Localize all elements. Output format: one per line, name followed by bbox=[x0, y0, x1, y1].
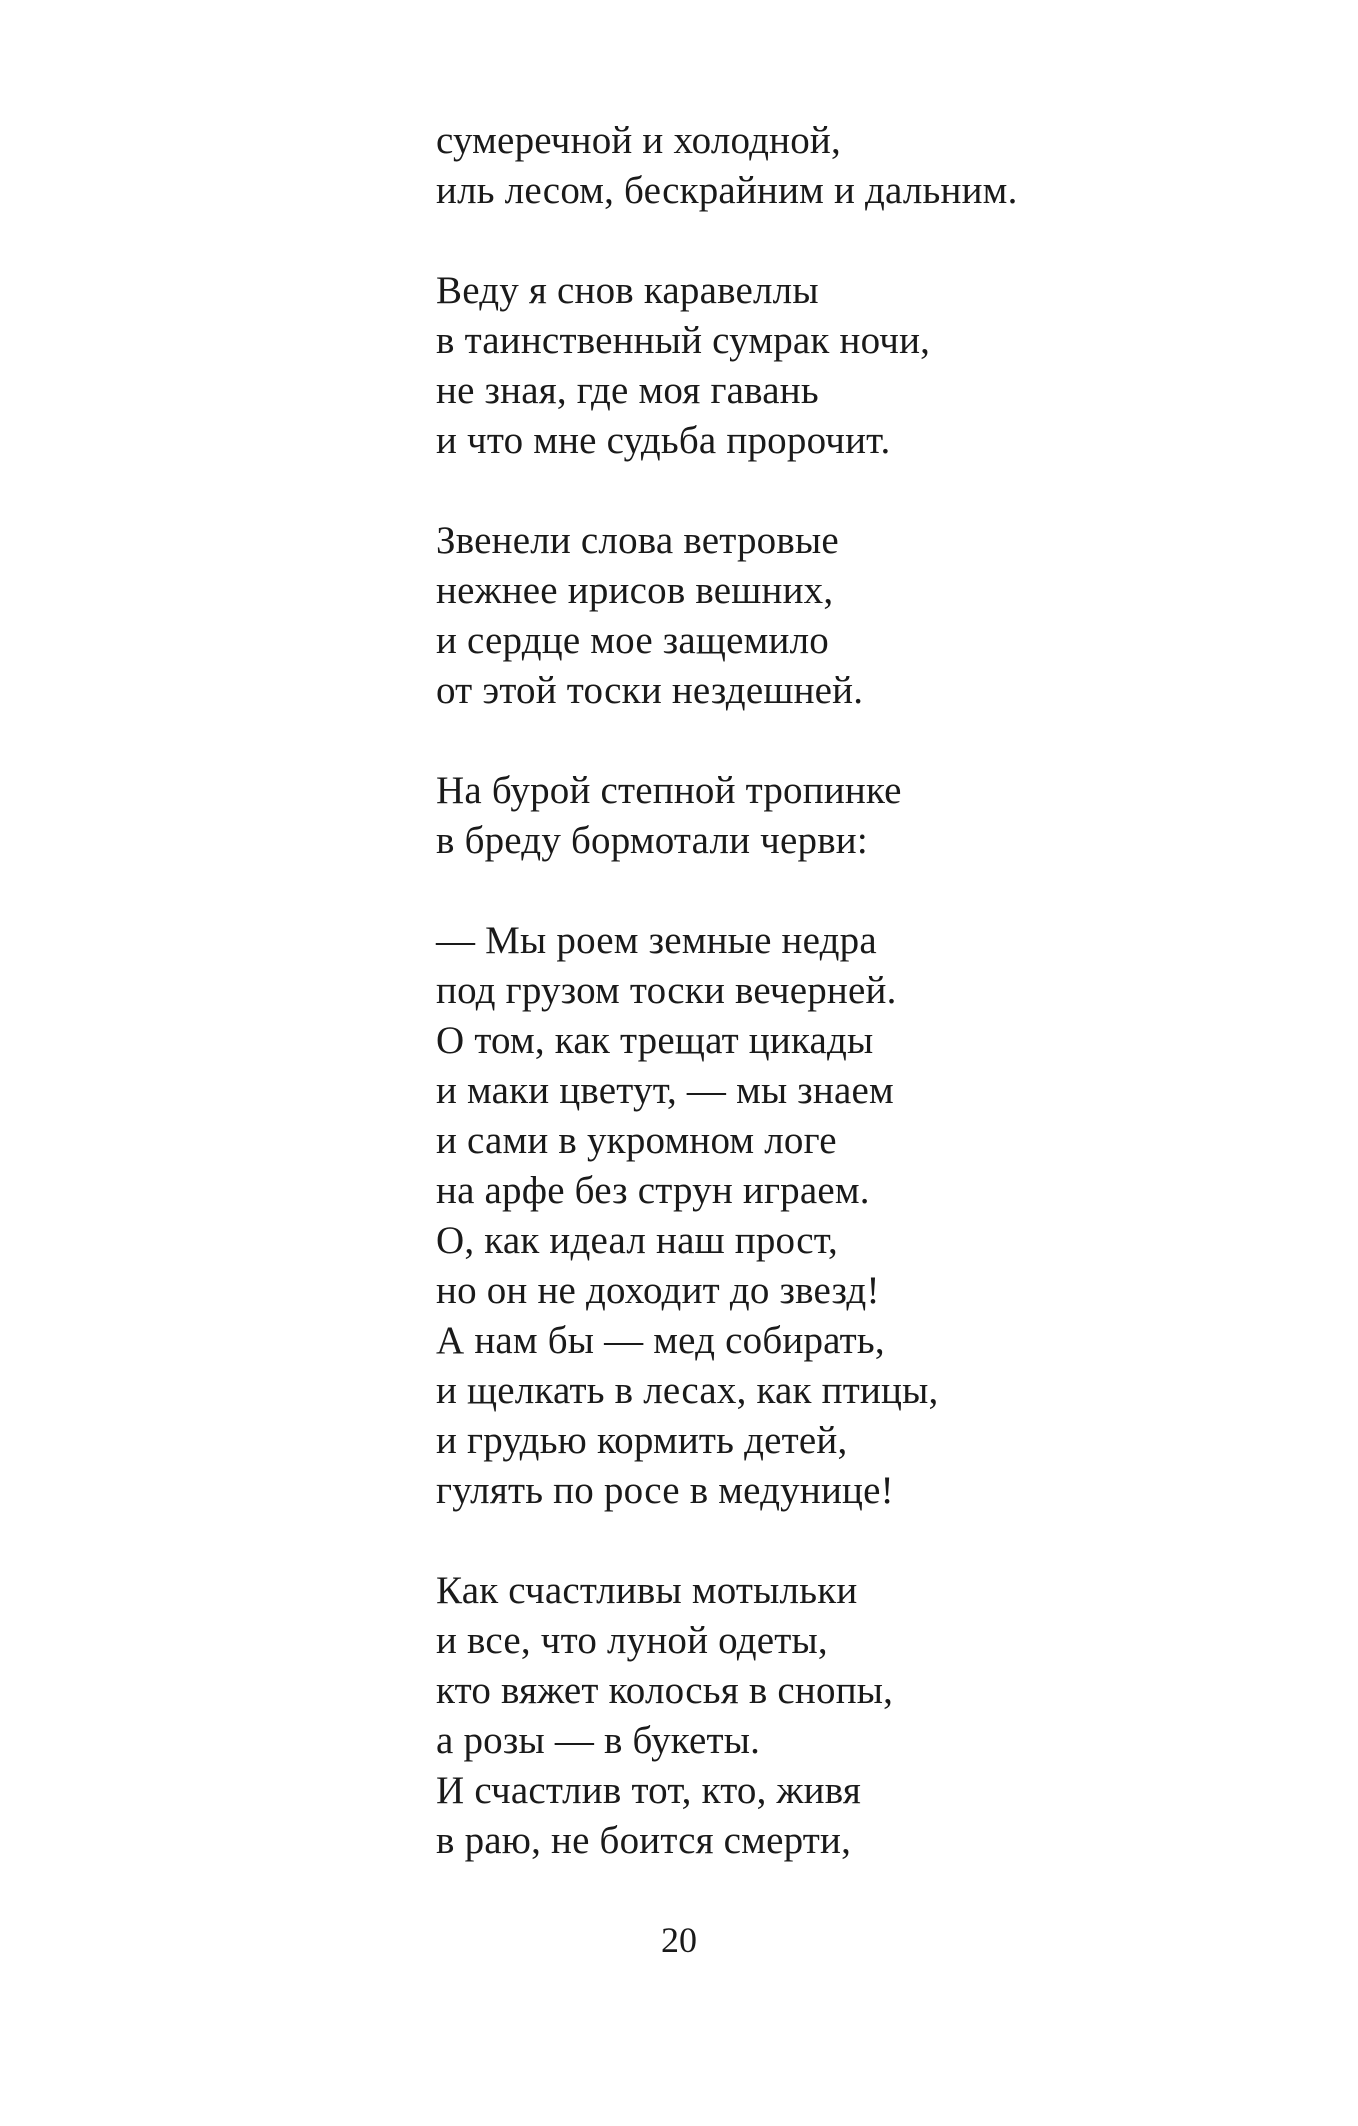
poem-line: и щелкать в лесах, как птицы, bbox=[436, 1369, 939, 1412]
poem-line: и сердце мое защемило bbox=[436, 619, 829, 662]
poem-line: в бреду бормотали черви: bbox=[436, 819, 868, 862]
poem-line: но он не доходит до звезд! bbox=[436, 1269, 880, 1312]
poem-line: не зная, где моя гавань bbox=[436, 369, 819, 412]
poem-line: и грудью кормить детей, bbox=[436, 1419, 848, 1462]
poem-line: сумеречной и холодной, bbox=[436, 119, 841, 162]
poem-line: на арфе без струн играем. bbox=[436, 1169, 870, 1212]
poem-line: А нам бы — мед собирать, bbox=[436, 1319, 885, 1362]
stanza-2 bbox=[436, 266, 1236, 466]
poem-line: кто вяжет колосья в снопы, bbox=[436, 1669, 894, 1712]
poem-line: гулять по росе в медунице! bbox=[436, 1469, 894, 1512]
poem-line: Как счастливы мотыльки bbox=[436, 1569, 858, 1612]
poem-line: О, как идеал наш прост, bbox=[436, 1219, 838, 1262]
stanza-5 bbox=[436, 916, 1236, 1516]
poem-line: и маки цветут, — мы знаем bbox=[436, 1069, 894, 1112]
poem-line: На бурой степной тропинке bbox=[436, 769, 902, 812]
poem-line: — Мы роем земные недра bbox=[436, 919, 877, 962]
page-number: 20 bbox=[661, 1920, 697, 1960]
poem-line: от этой тоски нездешней. bbox=[436, 669, 864, 712]
poem-line: а розы — в букеты. bbox=[436, 1719, 761, 1762]
poem-line: Веду я снов каравеллы bbox=[436, 269, 819, 312]
poem-line: в раю, не боится смерти, bbox=[436, 1819, 852, 1862]
poem-line: в таинственный сумрак ночи, bbox=[436, 319, 931, 362]
stanza-3 bbox=[436, 516, 1236, 716]
stanza-4 bbox=[436, 766, 1236, 866]
poem-line: иль лесом, бескрайним и дальним. bbox=[436, 169, 1018, 212]
poem-line: и что мне судьба пророчит. bbox=[436, 419, 891, 462]
poem-line: нежнее ирисов вешних, bbox=[436, 569, 834, 612]
poem-line: и сами в укромном логе bbox=[436, 1119, 837, 1162]
poem-line: О том, как трещат цикады bbox=[436, 1019, 874, 1062]
poem-line: под грузом тоски вечерней. bbox=[436, 969, 897, 1012]
poem-text bbox=[436, 116, 1236, 1916]
poem-line: И счастлив тот, кто, живя bbox=[436, 1769, 861, 1812]
poem-line: и все, что луной одеты, bbox=[436, 1619, 828, 1662]
poem-line: Звенели слова ветровые bbox=[436, 519, 839, 562]
stanza-1 bbox=[436, 116, 1236, 216]
stanza-6 bbox=[436, 1566, 1236, 1866]
